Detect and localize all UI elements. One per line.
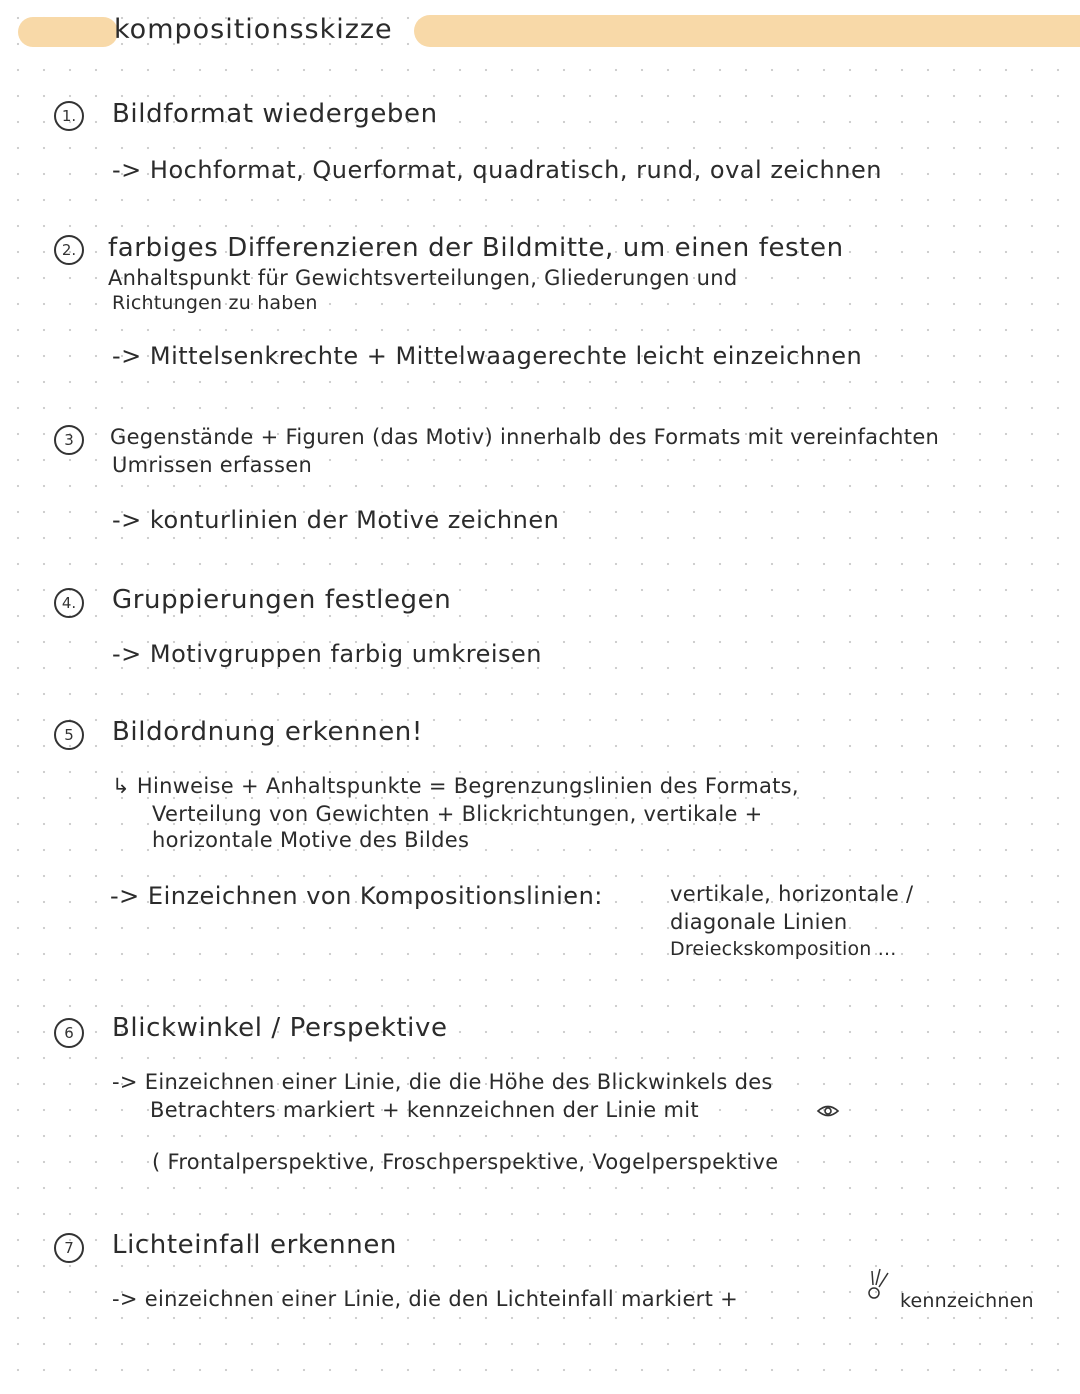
section-number-2: 2. (54, 235, 84, 265)
section-5-detail-line-2: Verteilung von Gewichten + Blickrichtungen, vertikale + (152, 802, 763, 826)
section-5-note-value-2: diagonale Linien (670, 910, 848, 934)
section-7-note-end: kennzeichnen (900, 1290, 1034, 1312)
title-highlight-right (414, 15, 1080, 47)
section-4-heading: Gruppierungen festlegen (112, 585, 452, 615)
section-number-3: 3 (54, 425, 84, 455)
light-rays-icon (862, 1265, 892, 1305)
section-3-note: -> konturlinien der Motive zeichnen (112, 506, 560, 534)
section-6-note-line-1: -> Einzeichnen einer Linie, die die Höhe des Blickwinkels des (112, 1070, 773, 1094)
section-1-note: -> Hochformat, Querformat, quadratisch, rund, oval zeichnen (112, 156, 882, 184)
section-number-4: 4. (54, 588, 84, 618)
section-2-heading-line-3: Richtungen zu haben (112, 292, 318, 314)
section-5-note-value-1: vertikale, horizontale / (670, 882, 914, 906)
section-number-6: 6 (54, 1018, 84, 1048)
section-2-note: -> Mittelsenkrechte + Mittelwaagerechte leicht einzeichnen (112, 342, 863, 370)
section-number-7: 7 (54, 1233, 84, 1263)
section-5-detail-line-1: ↳ Hinweise + Anhaltspunkte = Begrenzungslinien des Formats, (112, 774, 799, 798)
section-number-5: 5 (54, 720, 84, 750)
section-2-heading-line-2: Anhaltspunkt für Gewichtsverteilungen, Gliederungen und (108, 266, 738, 290)
section-6-note-line-2: Betrachters markiert + kennzeichnen der Linie mit (150, 1098, 699, 1122)
section-6-extra: ( Frontalperspektive, Froschperspektive, Vogelperspektive (152, 1150, 779, 1174)
section-7-note: -> einzeichnen einer Linie, die den Lichteinfall markiert + (112, 1287, 739, 1311)
title-highlight-left (18, 17, 118, 47)
section-4-note: -> Motivgruppen farbig umkreisen (112, 640, 542, 668)
section-7-heading: Lichteinfall erkennen (112, 1230, 398, 1260)
page-title: kompositionsskizze (114, 14, 393, 45)
section-5-note: -> Einzeichnen von Kompositionslinien: (110, 882, 603, 910)
section-3-heading-line-2: Umrissen erfassen (112, 453, 313, 477)
section-5-note-value-3: Dreieckskomposition ... (670, 938, 897, 960)
section-1-heading: Bildformat wiedergeben (112, 99, 438, 129)
section-6-heading: Blickwinkel / Perspektive (112, 1013, 448, 1043)
section-5-heading: Bildordnung erkennen! (112, 717, 423, 747)
section-2-heading-line-1: farbiges Differenzieren der Bildmitte, um einen festen (108, 233, 844, 263)
section-3-heading-line-1: Gegenstände + Figuren (das Motiv) innerhalb des Formats mit vereinfachten (110, 425, 940, 449)
section-number-1: 1. (54, 101, 84, 131)
section-5-detail-line-3: horizontale Motive des Bildes (152, 828, 470, 852)
eye-icon (816, 1101, 840, 1121)
